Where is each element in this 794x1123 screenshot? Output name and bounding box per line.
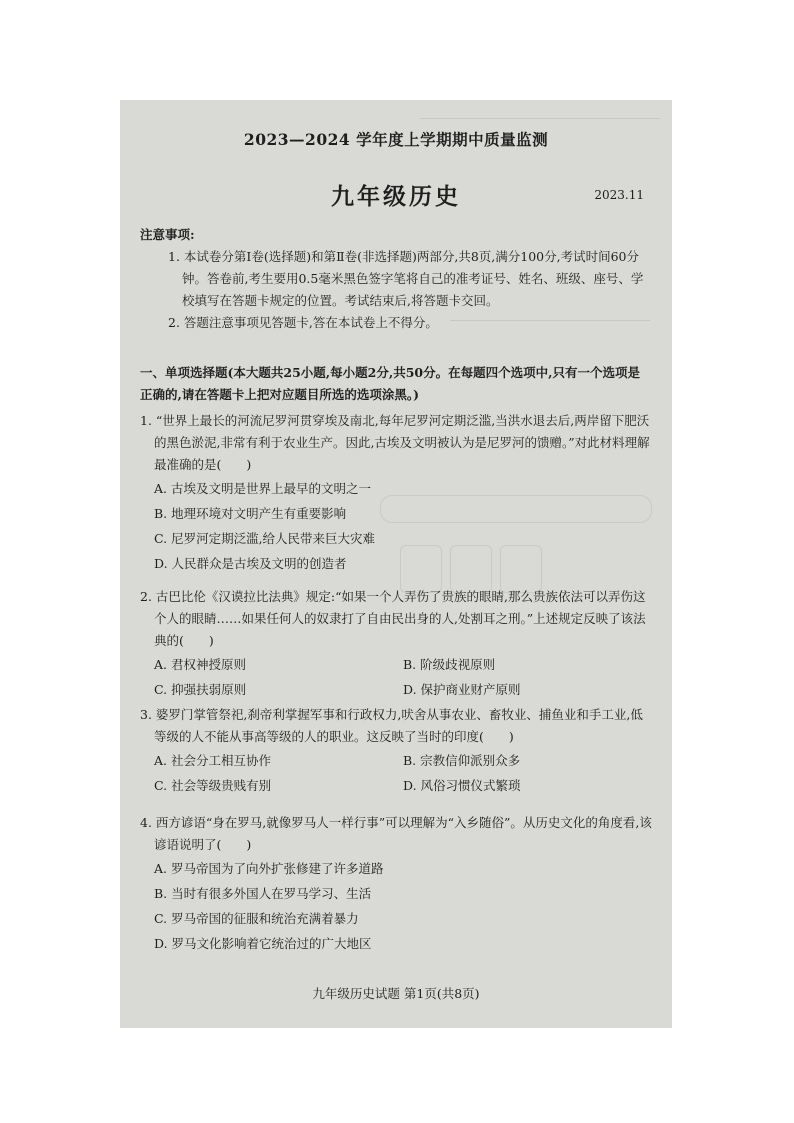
option-list [140,856,652,956]
question-stem: 3. 婆罗门掌管祭祀,刹帝利掌握军事和行政权力,吠舍从事农业、畜牧业、捕鱼业和手工业,低等级的人不能从事高等级的人的职业。这反映了当时的印度( ) [140,707,643,744]
bleed-through-texture [420,108,660,119]
question-3 [140,704,652,798]
notes-list [140,246,652,334]
option-c[interactable]: C. 尼罗河定期泛滥,给人民带来巨大灾难 [154,531,376,546]
section-heading: 一、单项选择题(本大题共25小题,每小题2分,共50分。在每题四个选项中,只有一个选项是正确的,请在答题卡上把对应题目所选的选项涂黑。) [140,365,640,402]
option-a[interactable]: A. 君权神授原则 [154,657,246,672]
exam-date: 2023.11 [594,188,644,202]
option-b[interactable]: B. 地理环境对文明产生有重要影响 [154,506,347,521]
note-item: 2. 答题注意事项见答题卡,答在本试卷上不得分。 [168,315,438,330]
question-stem: 1. “世界上最长的河流尼罗河贯穿埃及南北,每年尼罗河定期泛滥,当洪水退去后,两岸留下肥沃的黑色淤泥,非常有利于农业生产。因此,古埃及文明被认为是尼罗河的馈赠。”对此材料理解最准确的是( ) [140,413,650,472]
option-d[interactable]: D. 罗马文化影响着它统治过的广大地区 [154,936,372,951]
option-c[interactable]: C. 罗马帝国的征服和统治充满着暴力 [154,911,359,926]
question-stem: 2. 古巴比伦《汉谟拉比法典》规定:“如果一个人弄伤了贵族的眼睛,那么贵族依法可以弄伤这个人的眼睛……如果任何人的奴隶打了自由民出身的人,处割耳之刑。”上述规定反映了该法典的( ) [140,589,646,648]
option-b[interactable]: B. 阶级歧视原则 [403,657,496,672]
option-c[interactable]: C. 抑强扶弱原则 [154,682,247,697]
question-1 [140,410,652,576]
exam-paper [120,100,672,1028]
option-a[interactable]: A. 古埃及文明是世界上最早的文明之一 [154,481,371,496]
notes-heading: 注意事项: [140,227,195,242]
exam-title: 2023—2024 学年度上学期期中质量监测 [243,130,549,149]
option-a[interactable]: A. 罗马帝国为了向外扩张修建了许多道路 [154,861,384,876]
option-c[interactable]: C. 社会等级贵贱有别 [154,778,272,793]
subject-title: 九年级历史 [331,183,461,210]
option-b[interactable]: B. 当时有很多外国人在罗马学习、生活 [154,886,372,901]
question-2 [140,586,652,702]
option-list [140,476,652,576]
option-a[interactable]: A. 社会分工相互协作 [154,753,271,768]
option-d[interactable]: D. 人民群众是古埃及文明的创造者 [154,556,347,571]
option-d[interactable]: D. 风俗习惯仪式繁琐 [403,778,521,793]
page-footer: 九年级历史试题 第1页(共8页) [312,986,480,1001]
question-stem: 4. 西方谚语“身在罗马,就像罗马人一样行事”可以理解为“入乡随俗”。从历史文化的角度看,该谚语说明了( ) [140,815,652,852]
question-4 [140,812,652,956]
note-item: 1. 本试卷分第Ⅰ卷(选择题)和第Ⅱ卷(非选择题)两部分,共8页,满分100分,考试时间60分钟。答卷前,考生要用0.5毫米黑色签字笔将自己的准考证号、姓名、班级、座号、学校填写在答题卡规定的位置。考试结束后,将答题卡交回。 [168,249,644,308]
option-b[interactable]: B. 宗教信仰派别众多 [403,753,521,768]
option-d[interactable]: D. 保护商业财产原则 [403,682,521,697]
option-list [140,652,652,702]
option-list [140,748,652,798]
